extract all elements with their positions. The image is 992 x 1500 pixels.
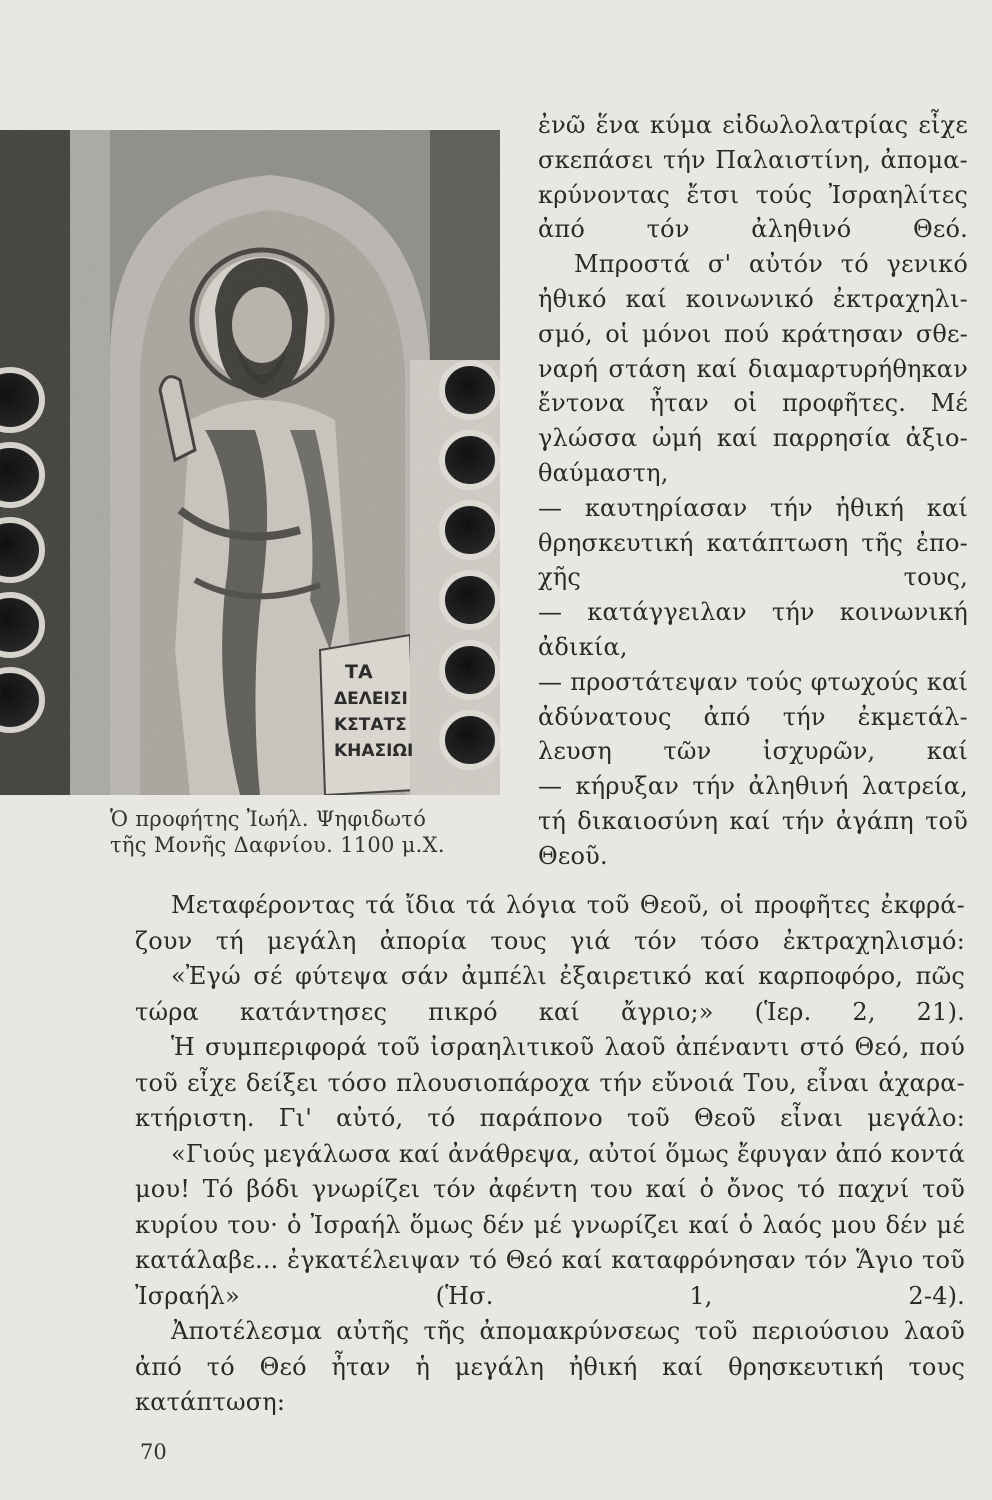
side-paragraph: ἐνῶ ἕνα κύμα εἰδωλολατρίας εἶχε σκεπάσει τήν Παλαιστίνη, ἀπομα- κρύνοντας ἔτσι τούς Ἰσραηλίτες ἀπό τόν ἀληθινό Θεό.: [538, 111, 968, 244]
side-paragraph: Μπροστά σ' αὐτόν τό γενικό ἠθικό καί κοινωνικό ἐκτραχηλι- σμό, οἱ μόνοι πού κράτησαν σθε- ναρή στάση καί διαμαρτυρήθηκαν ἔντονα ἦταν οἱ προφῆτες. Μέ γλώσσα ὠμή καί παρρησία ἀξιο- θαύμαστη,: [538, 250, 968, 487]
side-list-item: — προστάτεψαν τούς φτωχούς καί ἀδύνατους ἀπό τήν ἐκμετάλ- λευση τῶν ἰσχυρῶν, καί: [538, 667, 968, 766]
main-paragraph: Ἡ συμπεριφορά τοῦ ἰσραηλιτικοῦ λαοῦ ἀπέναντι στό Θεό, πού τοῦ εἶχε δείξει τόσο πλουσιοπάροχα τήν εὔνοιά Του, εἶναι ἀχαρα- κτήριστη. Γι' αὐτό, τό παράπονο τοῦ Θεοῦ εἶναι μεγάλο:: [135, 1033, 965, 1132]
main-paragraph: Μεταφέροντας τά ἴδια τά λόγια τοῦ Θεοῦ, οἱ προφῆτες ἐκφρά- ζουν τή μεγάλη ἀπορία τους γιά τόν τόσο ἐκτραχηλισμό:: [135, 891, 965, 955]
prophet-joel-mosaic-image: [0, 130, 500, 795]
figure-caption: [110, 806, 510, 858]
caption-line: Ὁ προφήτης Ἰωήλ. Ψηφιδωτό: [110, 807, 427, 831]
side-list-item: — καυτηρίασαν τήν ἠθική καί θρησκευτική κατάπτωση τῆς ἐπο- χῆς τους,: [538, 493, 968, 592]
page-number: 70: [140, 1440, 167, 1464]
main-quote-paragraph: «Γιούς μεγάλωσα καί ἀνάθρεψα, αὐτοί ὅμως ἔφυγαν ἀπό κοντά μου! Τό βόδι γνωρίζει τόν ἀφέντη του καί ὁ ὄνος τό παχνί τοῦ κυρίου του· ὁ Ἰσραήλ ὅμως δέν μέ γνωρίζει καί ὁ λαός μου δέν μέ κατάλαβε... ἐγκατέλειψαν τό Θεό καί καταφρόνησαν τόν Ἅγιο τοῦ Ἰσραήλ» (Ἡσ. 1, 2-4).: [135, 1139, 965, 1310]
main-paragraph: Ἀποτέλεσμα αὐτῆς τῆς ἀπομακρύνσεως τοῦ περιούσιου λαοῦ ἀπό τό Θεό ἦταν ἡ μεγάλη ἠθική καί θρησκευτική τους κατάπτωση:: [135, 1317, 965, 1416]
side-text-column: [538, 108, 968, 874]
main-text-column: [135, 888, 965, 1421]
mosaic-photo: [0, 130, 500, 795]
main-quote-paragraph: «Ἐγώ σέ φύτεψα σάν ἀμπέλι ἐξαιρετικό καί καρποφόρο, πῶς τώρα κατάντησες πικρό καί ἄγριο;» (Ἱερ. 2, 21).: [135, 962, 965, 1026]
side-list-item: — κήρυξαν τήν ἀληθινή λατρεία, τή δικαιοσύνη καί τήν ἀγάπη τοῦ Θεοῦ.: [538, 772, 968, 870]
caption-line: τῆς Μονῆς Δαφνίου. 1100 μ.Χ.: [110, 833, 445, 857]
side-list-item: — κατάγγειλαν τήν κοινωνική ἀδικία,: [538, 598, 968, 661]
